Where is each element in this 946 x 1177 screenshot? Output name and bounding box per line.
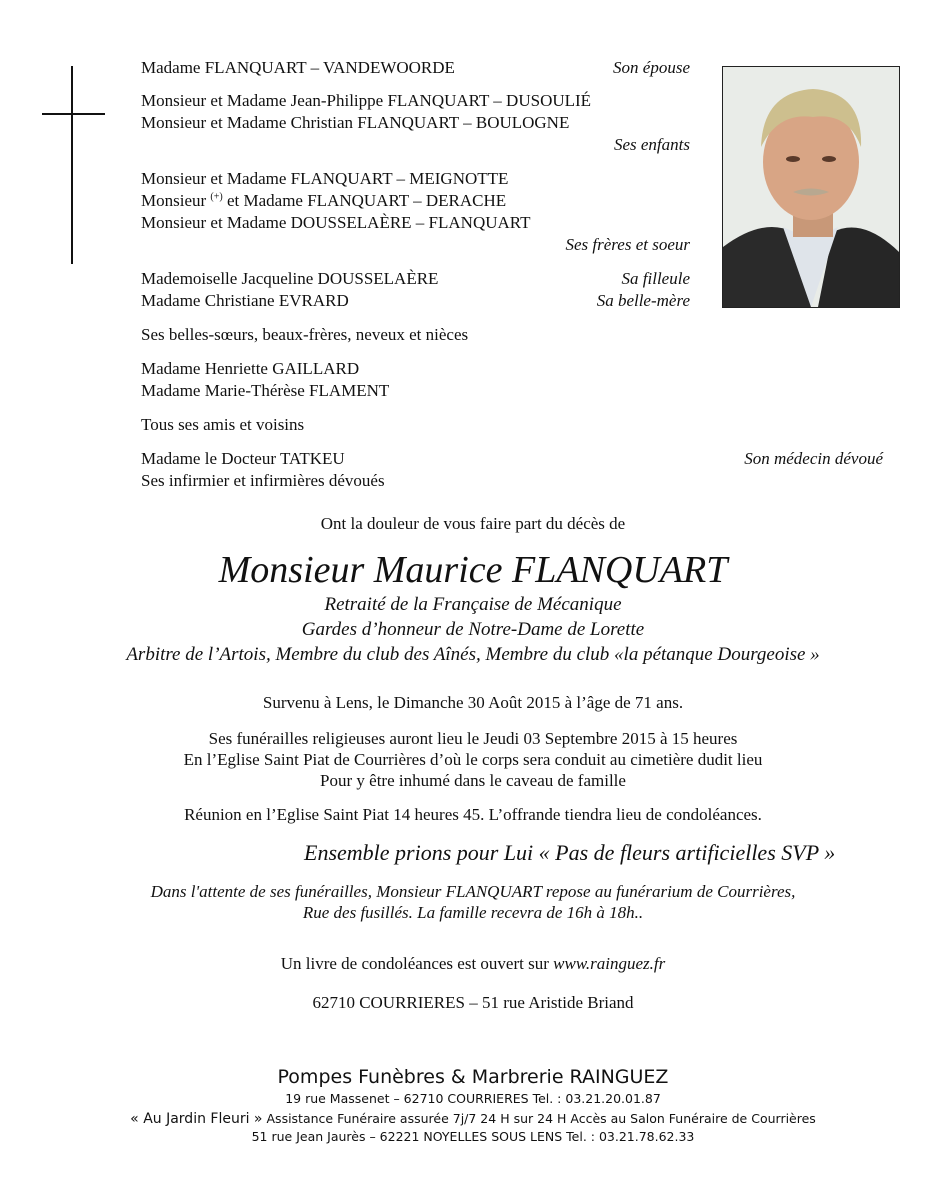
other-1: Madame Henriette GAILLARD [141,359,360,378]
funeral-line-3: Pour y être inhumé dans le caveau de famille [320,771,626,790]
doctor-name: Madame le Docteur TATKEU [141,449,345,468]
condolence-book-text: Un livre de condoléances est ouvert sur [280,954,549,973]
siblings-role: Ses frères et soeur [565,235,690,254]
prayer-line: Ensemble prions pour Lui « Pas de fleurs artificielles SVP » [304,840,836,865]
sibling-1: Monsieur et Madame FLANQUART – MEIGNOTTE [141,169,509,188]
intro-text: Ont la douleur de vous faire part du décès de [320,514,626,533]
child-2: Monsieur et Madame Christian FLANQUART – BOULOGNE [141,113,570,132]
deceased-mark: (+) [210,191,223,203]
funeral-line-1: Ses funérailles religieuses auront lieu le Jeudi 03 Septembre 2015 à 15 heures [208,729,738,748]
friends: Tous ses amis et voisins [141,415,305,434]
doctor-role: Son médecin dévoué [744,449,883,468]
sibling-2-prefix: Monsieur [141,191,207,210]
deceased-name: Monsieur Maurice FLANQUART [218,549,728,591]
child-1: Monsieur et Madame Jean-Philippe FLANQUART – DUSOULIÉ [141,91,592,110]
rest-line-1: Dans l'attente de ses funérailles, Monsieur FLANQUART repose au funérarium de Courrières, [150,882,796,901]
mother-in-law-name: Madame Christiane EVRARD [141,291,349,310]
garden-address: 51 rue Jean Jaurès – 62221 NOYELLES SOUS LENS Tel. : 03.21.78.62.33 [251,1129,695,1144]
cross-vertical-bar [71,66,73,264]
in-laws: Ses belles-sœurs, beaux-frères, neveux et nièces [141,325,469,344]
condolence-website-link[interactable]: www.rainguez.fr [553,954,666,973]
sibling-2-suffix: et Madame FLANQUART – DERACHE [226,191,507,210]
rest-line-2: Rue des fusillés. La famille recevra de 16h à 18h.. [302,903,644,922]
company-name: Pompes Funèbres & Marbrerie RAINGUEZ [277,1066,669,1088]
title-line-2: Gardes d’honneur de Notre-Dame de Lorette [301,619,645,640]
other-2: Madame Marie-Thérèse FLAMENT [141,381,390,400]
mother-in-law-role: Sa belle-mère [596,291,690,310]
sibling-2 [141,190,506,212]
spouse-name: Madame FLANQUART – VANDEWOORDE [141,58,455,77]
family-address: 62710 COURRIERES – 51 rue Aristide Briand [312,993,634,1012]
death-info: Survenu à Lens, le Dimanche 30 Août 2015 à l’âge de 71 ans. [262,693,684,712]
goddaughter-role: Sa filleule [621,269,690,288]
garden-name: « Au Jardin Fleuri » [130,1111,263,1127]
portrait-photo [722,66,900,308]
garden-services: Assistance Funéraire assurée 7j/7 24 H sur 24 H Accès au Salon Funéraire de Courrières [266,1111,816,1126]
condolence-book [0,953,946,975]
goddaughter-name: Mademoiselle Jacqueline DOUSSELAÈRE [141,269,439,288]
title-line-1: Retraité de la Française de Mécanique [324,594,622,615]
spouse-role: Son épouse [613,58,690,77]
nurses: Ses infirmier et infirmières dévoués [141,471,385,490]
cross-horizontal-bar [42,113,105,115]
children-role: Ses enfants [613,135,690,154]
meeting-info: Réunion en l’Eglise Saint Piat 14 heures 45. L’offrande tiendra lieu de condoléances. [184,805,762,824]
funeral-line-2: En l’Eglise Saint Piat de Courrières d’où le corps sera conduit au cimetière dudit lieu [183,750,763,769]
garden-line [0,1110,946,1128]
company-address: 19 rue Massenet – 62710 COURRIERES Tel. : 03.21.20.01.87 [285,1091,661,1106]
sibling-3: Monsieur et Madame DOUSSELAÈRE – FLANQUART [141,213,531,232]
title-line-3: Arbitre de l’Artois, Membre du club des Aînés, Membre du club «la pétanque Dourgeoise » [126,644,820,665]
